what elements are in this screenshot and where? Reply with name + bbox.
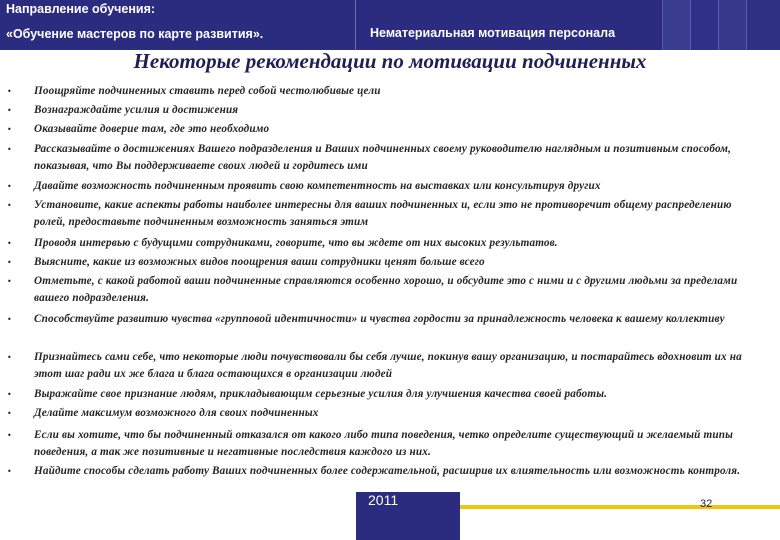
bullet-icon: • <box>7 201 12 210</box>
list-item-text: Поощряйте подчиненных ставить перед собой честолюбивые цели <box>34 85 381 97</box>
bullet-icon: • <box>7 145 12 154</box>
slide-title: Некоторые рекомендации по мотивации подчиненных <box>133 49 647 73</box>
bullet-icon: • <box>7 315 12 324</box>
bullet-icon: • <box>7 390 12 399</box>
page-number: 32 <box>700 498 713 510</box>
list-item-text: Давайте возможность подчиненным проявить свою компетентность на выставках или консультируя других <box>34 180 601 192</box>
list-item-text: Найдите способы сделать работу Ваших подчиненных более содержательной, расширив их влиятельность или возможность контроля. <box>34 465 741 477</box>
list-item-text: Способствуйте развитию чувства «групповой идентичности» и чувства гордости за принадлежность человека к вашему коллективу <box>34 313 725 325</box>
list-item-text: Если вы хотите, что бы подчиненный отказался от какого либо типа поведения, четко определите существующий и желаемый типы поведения, а так же позитивные и негативные последствия каждого из них. <box>34 429 734 458</box>
bullet-icon: • <box>7 106 12 115</box>
course-name: «Обучение мастеров по карте развития». <box>6 27 264 41</box>
topic-title: Нематериальная мотивация персонала <box>370 26 616 40</box>
list-item-text: Отметьте, с какой работой ваши подчиненные справляются особенно хорошо, и обсудите это с ними и с другими людьми за пределами вашего подразделения. <box>34 275 738 304</box>
bullet-icon: • <box>7 258 12 267</box>
list-item-text: Установите, какие аспекты работы наиболее интересны для ваших подчиненных и, если это не противоречит общему распределению ролей, предоставьте подчиненным возможность заняться этим <box>34 199 732 228</box>
bullet-icon: • <box>7 182 12 191</box>
bullet-icon: • <box>7 353 12 362</box>
list-item-text: Выражайте свое признание людям, прикладывающим серьезные усилия для улучшения качества своей работы. <box>34 388 608 400</box>
course-direction-label: Направление обучения: <box>6 2 156 16</box>
bullet-icon: • <box>7 125 12 134</box>
list-item-text: Оказывайте доверие там, где это необходимо <box>34 123 270 135</box>
bullet-icon: • <box>7 467 12 476</box>
bullet-icon: • <box>7 239 12 248</box>
bullet-icon: • <box>7 87 12 96</box>
list-item-text: Признайтесь сами себе, что некоторые люди почувствовали бы себя лучше, покинув вашу организацию, и постарайтесь вдохновит их на этот шаг ради их же блага и блага остающихся в организации людей <box>34 351 742 380</box>
list-item-text: Выясните, какие из возможных видов поощрения ваши сотрудники ценят больше всего <box>34 256 485 268</box>
year-label: 2011 <box>368 492 399 508</box>
list-item-text: Рассказывайте о достижениях Вашего подразделения и Ваших подчиненных своему руководителю наглядным и позитивным способом, показывая, что Вы поддерживаете своих людей и гордитесь ими <box>34 143 732 172</box>
footer-accent-bar <box>460 505 780 509</box>
bullet-icon: • <box>7 277 12 286</box>
year-box <box>356 492 460 540</box>
bullet-icon: • <box>7 431 12 440</box>
list-item-text: Делайте максимум возможного для своих подчиненных <box>34 407 319 419</box>
list-item-text: Вознаграждайте усилия и достижения <box>34 104 239 116</box>
list-item-text: Проводя интервью с будущими сотрудниками, говорите, что вы ждете от них высоких результатов. <box>34 237 558 249</box>
bullet-icon: • <box>7 409 12 418</box>
